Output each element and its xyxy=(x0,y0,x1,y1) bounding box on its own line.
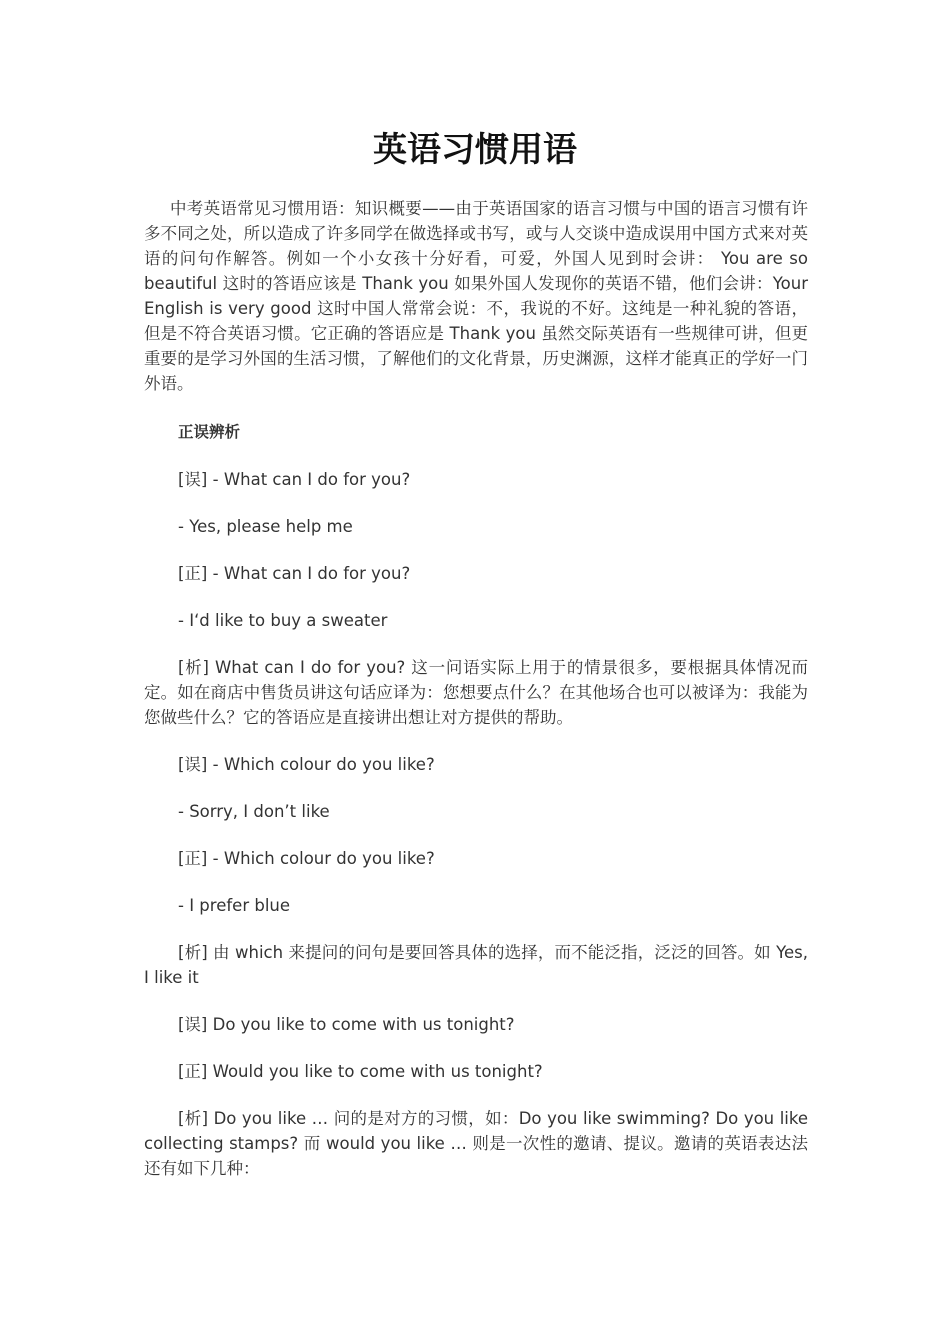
example-1-wrong-answer: - Yes, please help me xyxy=(178,517,353,536)
example-3-wrong: [误] Do you like to come with us tonight? xyxy=(178,1015,515,1034)
example-1-wrong-question: [误] - What can I do for you? xyxy=(178,470,411,489)
example-3-right: [正] Would you like to come with us tonight? xyxy=(178,1062,543,1081)
example-2-right-question: [正] - Which colour do you like? xyxy=(178,849,435,868)
section-heading: 正误辨析 xyxy=(178,423,241,441)
example-2-analysis: [析] 由 which 来提问的问句是要回答具体的选择，而不能泛指，泛泛的回答。如 Yes, I like it xyxy=(144,943,808,987)
example-1-analysis: [析] What can I do for you? 这一问语实际上用于的情景很多，要根据具体情况而定。如在商店中售货员讲这句话应译为：您想要点什么？在其他场合也可以被译为：我能为您做些什么？它的答语应是直接讲出想让对方提供的帮助。 xyxy=(144,658,808,727)
example-2-wrong-question: [误] - Which colour do you like? xyxy=(178,755,435,774)
intro-paragraph: 中考英语常见习惯用语：知识概要——由于英语国家的语言习惯与中国的语言习惯有许多不同之处，所以造成了许多同学在做选择或书写，或与人交谈中造成误用中国方式来对英语的问句作解答。例如一个小女孩十分好看，可爱，外国人见到时会讲： You are so beautiful 这时的答语应该是 Thank you 如果外国人发现你的英语不错，他们会讲：Your English is very good 这时中国人常常会说：不，我说的不好。这纯是一种礼貌的答语，但是不符合英语习惯。它正确的答语应是 Thank you 虽然交际英语有一些规律可讲，但更重要的是学习外国的生活习惯，了解他们的文化背景，历史渊源，这样才能真正的学好一门外语。 xyxy=(144,199,808,393)
document-body xyxy=(144,196,808,1181)
document-title: 英语习惯用语 xyxy=(373,130,577,170)
example-2-right-answer: - I prefer blue xyxy=(178,896,291,915)
example-2-wrong-answer: - Sorry, I don’t like xyxy=(178,802,330,821)
example-1-right-answer: - I‘d like to buy a sweater xyxy=(178,611,388,630)
example-3-analysis: [析] Do you like … 问的是对方的习惯，如：Do you like swimming? Do you like collecting stamps? 而 would you like … 则是一次性的邀请、提议。邀请的英语表达法还有如下几种： xyxy=(144,1109,808,1178)
example-1-right-question: [正] - What can I do for you? xyxy=(178,564,411,583)
